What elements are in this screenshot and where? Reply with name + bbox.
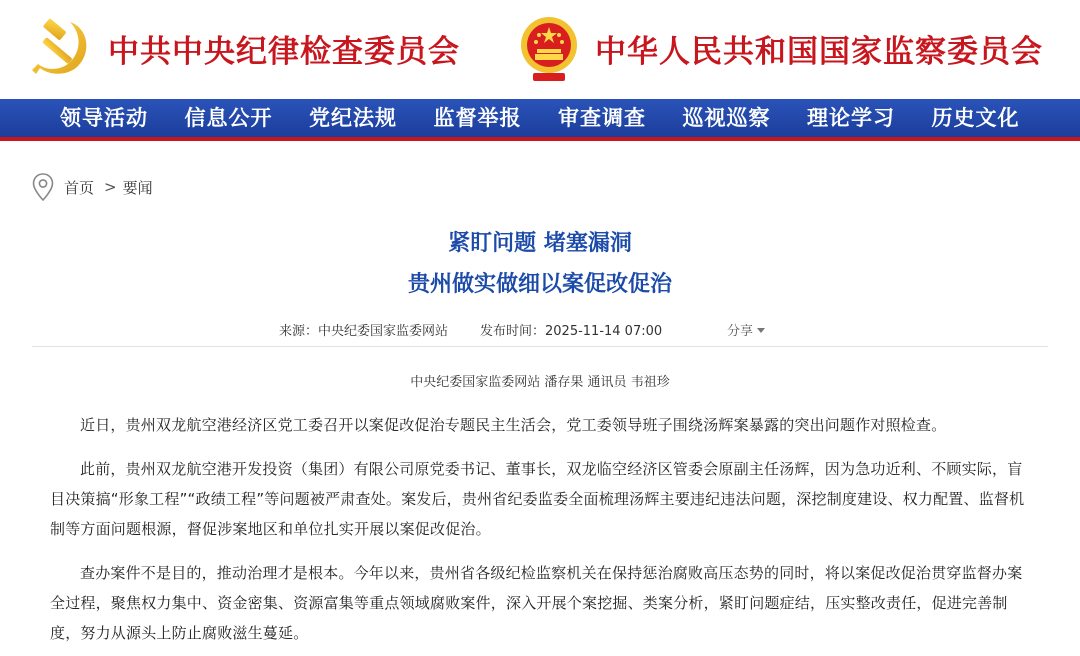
article-paragraph: 近日，贵州双龙航空港经济区党工委召开以案促改促治专题民主生活会，党工委领导班子围绕汤辉案暴露的突出问题作对照检查。: [80, 416, 947, 434]
share-button[interactable]: [727, 320, 765, 339]
breadcrumb-separator: >: [104, 178, 117, 196]
nsc-brand[interactable]: [517, 8, 1043, 88]
location-pin-icon: [32, 173, 54, 201]
article-title-line1: 紧盯问题 堵塞漏洞: [448, 231, 632, 256]
article-publish-time: 发布时间：2025-11-14 07:00: [480, 324, 663, 339]
nav-item-theory[interactable]: 理论学习: [807, 105, 895, 130]
nav-item-regulations[interactable]: 党纪法规: [309, 105, 397, 130]
state-emblem-icon: [517, 13, 581, 83]
ccdi-title: 中共中央纪律检查委员会: [108, 33, 460, 70]
article-source: 来源：中央纪委国家监委网站: [279, 324, 449, 339]
nav-item-investigation[interactable]: 审查调查: [558, 105, 646, 130]
article-byline: 中央纪委国家监委网站 潘存果 通讯员 韦祖珍: [410, 375, 670, 390]
article-paragraph: 查办案件不是目的，推动治理才是根本。今年以来，贵州省各级纪检监察机关在保持惩治腐败高压态势的同时，将以案促改促治贯穿监督办案全过程，聚焦权力集中、资金密集、资源富集等重点领域腐败案件，深入开展个案挖掘、类案分析，紧盯问题症结，压实整改责任，促进完善制度，努力从源头上防止腐败滋生蔓延。: [50, 564, 1023, 642]
meta-divider: [32, 346, 1048, 347]
nsc-title: 中华人民共和国国家监察委员会: [595, 33, 1043, 70]
article-paragraph: 此前，贵州双龙航空港开发投资（集团）有限公司原党委书记、董事长，双龙临空经济区管委会原副主任汤辉，因为急功近利、不顾实际，盲目决策搞“形象工程”“政绩工程”等问题被严肃查处。案发后，贵州省纪委监委全面梳理汤辉主要违纪违法问题，深挖制度建设、权力配置、监督机制等方面问题根源，督促涉案地区和单位扎实开展以案促改促治。: [50, 460, 1025, 538]
site-header: [0, 0, 1080, 99]
nav-item-leadership[interactable]: 领导活动: [60, 105, 148, 130]
nav-item-history[interactable]: 历史文化: [931, 105, 1020, 130]
nav-item-report[interactable]: 监督举报: [433, 105, 522, 130]
party-emblem-icon: [30, 16, 94, 80]
article-meta: [0, 320, 1080, 340]
ccdi-brand[interactable]: [30, 10, 460, 86]
main-nav: [0, 99, 1080, 141]
breadcrumb-current-link[interactable]: 要闻: [122, 178, 153, 197]
share-label: 分享: [727, 324, 754, 339]
nav-item-inspection[interactable]: 巡视巡察: [682, 105, 771, 130]
nav-item-disclosure[interactable]: 信息公开: [184, 105, 273, 130]
breadcrumb-home-link[interactable]: 首页: [64, 178, 95, 197]
article-title-line2: 贵州做实做细以案促改促治: [407, 272, 672, 297]
caret-down-icon: [757, 328, 765, 333]
breadcrumb: [32, 172, 153, 202]
